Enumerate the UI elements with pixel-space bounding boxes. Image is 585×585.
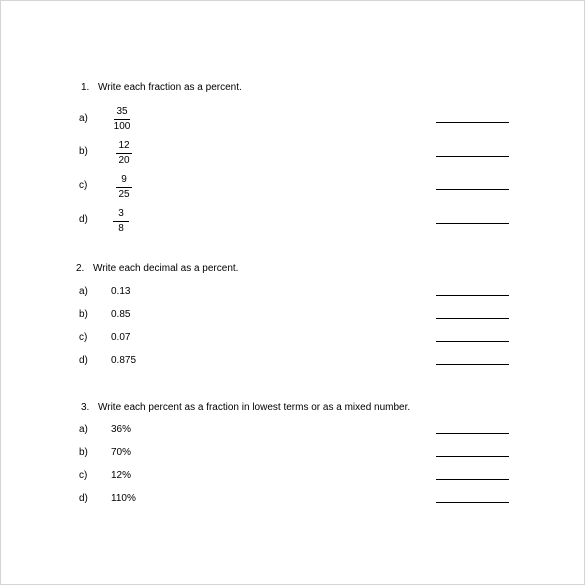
fraction-bar [116, 187, 132, 188]
section-1-item-b-answer-line[interactable] [436, 156, 509, 157]
section-2-item-b-value: 0.85 [111, 309, 131, 320]
section-3-item-d-answer-line[interactable] [436, 502, 509, 503]
section-3-item-c-value: 12% [111, 470, 132, 481]
section-3-instruction: Write each percent as a fraction in lowest terms or as a mixed number. [98, 402, 411, 413]
section-1-item-d-label: d) [79, 214, 88, 225]
section-1-item-c-answer-line[interactable] [436, 189, 509, 190]
section-2-item-d-answer-line[interactable] [436, 364, 509, 365]
section-1-item-b-label: b) [79, 146, 88, 157]
section-2-instruction: Write each decimal as a percent. [93, 263, 239, 274]
fraction-numerator: 12 [118, 140, 130, 151]
section-1-item-a-answer-line[interactable] [436, 122, 509, 123]
section-3-item-b-answer-line[interactable] [436, 456, 509, 457]
fraction-denominator: 8 [118, 223, 124, 234]
section-2-item-d-value: 0.875 [111, 355, 137, 366]
section-2-item-b-label: b) [79, 309, 88, 320]
section-3-item-b-value: 70% [111, 447, 132, 458]
section-1-item-a-label: a) [79, 113, 88, 124]
fraction-denominator: 20 [118, 155, 130, 166]
fraction-denominator: 25 [118, 189, 130, 200]
section-2-item-a-label: a) [79, 286, 88, 297]
fraction-numerator: 9 [121, 174, 127, 185]
section-1-item-b-fraction [112, 140, 136, 167]
section-2-item-c-answer-line[interactable] [436, 341, 509, 342]
section-1-item-c-fraction [112, 174, 136, 201]
section-3-item-a-answer-line[interactable] [436, 433, 509, 434]
section-2-item-a-answer-line[interactable] [436, 295, 509, 296]
section-3-item-c-answer-line[interactable] [436, 479, 509, 480]
fraction-bar [113, 221, 129, 222]
fraction-denominator: 100 [113, 121, 131, 132]
section-3-item-a-value: 36% [111, 424, 132, 435]
section-2-item-c-value: 0.07 [111, 332, 131, 343]
section-1-number: 1. [81, 82, 90, 93]
section-1-instruction: Write each fraction as a percent. [98, 82, 242, 93]
section-3-item-d-value: 110% [111, 493, 136, 504]
section-3-item-a-label: a) [79, 424, 88, 435]
section-2-item-d-label: d) [79, 355, 88, 366]
section-3-number: 3. [81, 402, 90, 413]
section-2-item-a-value: 0.13 [111, 286, 131, 297]
section-1-item-d-answer-line[interactable] [436, 223, 509, 224]
section-1-item-d-fraction [109, 208, 133, 235]
section-2-item-c-label: c) [79, 332, 88, 343]
section-3-item-c-label: c) [79, 470, 88, 481]
fraction-bar [116, 153, 132, 154]
fraction-numerator: 3 [118, 208, 124, 219]
section-3-item-d-label: d) [79, 493, 88, 504]
fraction-bar [114, 119, 130, 120]
section-2-item-b-answer-line[interactable] [436, 318, 509, 319]
fraction-numerator: 35 [116, 106, 128, 117]
section-1-item-a-fraction [110, 106, 134, 133]
section-2-number: 2. [76, 263, 85, 274]
section-1-item-c-label: c) [79, 180, 88, 191]
section-3-item-b-label: b) [79, 447, 88, 458]
